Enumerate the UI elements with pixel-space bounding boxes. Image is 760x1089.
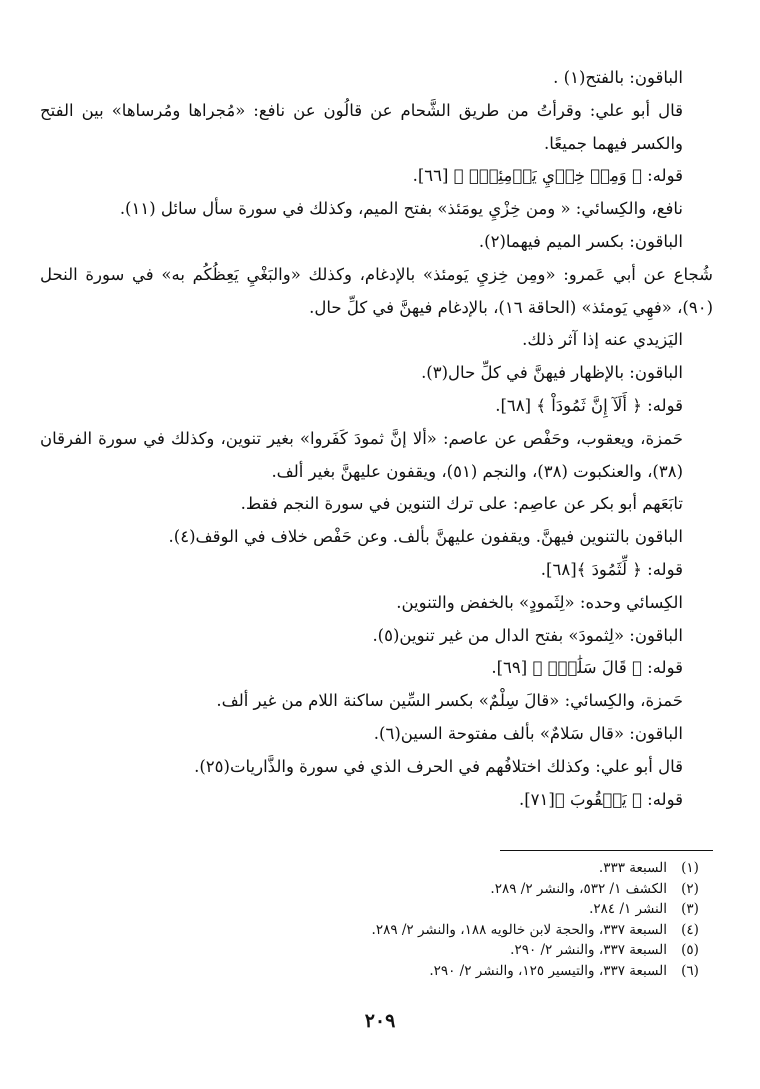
footnote-number: (٢) — [681, 880, 699, 897]
paragraph: الباقون: بالفتح(١) . — [553, 68, 683, 87]
paragraph: الباقون: بالإظهار فيهنَّ في كلِّ حال(٣). — [421, 363, 683, 383]
footnote-text: السبعة ٣٣٣. — [598, 860, 667, 876]
paragraph: نافع، والكِسائي: « ومن خِزْيِ يومَئذ» بفتح الميم، وكذلك في سورة سأل سائل (١١). — [119, 199, 683, 219]
paragraph: قال أبو علي: وقرأتُ من طريق الشَّحام عن قالُون عن نافع: «مُجراها ومُرساها» بين الفتح والكسر فيهما جميعًا. — [40, 100, 683, 153]
footnote-text: النشر ١/ ٢٨٤. — [589, 901, 667, 917]
footnote — [40, 899, 713, 920]
footnotes — [40, 858, 713, 981]
paragraph: الباقون بالتنوين فيهنَّ. ويقفون عليهنَّ بألف. وعن حَفْص خلاف في الوقف(٤). — [168, 527, 683, 547]
footnote-separator — [500, 850, 713, 851]
quran-verse-reference: قوله: ﴿ لِّثَمُودَ ﴾[٦٨]. — [540, 559, 683, 579]
quran-verse-reference: قوله: ﴿ وَمِنۡ خِزۡيِ يَوۡمِئِذٍۚ ﴾ [٦٦]. — [412, 166, 683, 186]
footnote-number: (٦) — [681, 962, 699, 979]
quran-verse-reference: قوله: ﴿ أَلَآ إِنَّ ثَمُودَاْ ﴾ [٦٨]. — [495, 395, 683, 415]
footnote-text: السبعة ٣٣٧، والنشر ٢/ ٢٩٠. — [510, 942, 667, 958]
paragraph: الباقون: بكسر الميم فيهما(٢). — [478, 231, 683, 251]
paragraph: الكِسائي وحده: «لِثَمودٍ» بالخفض والتنوين. — [396, 592, 683, 612]
paragraph: اليَزيدي عنه إذا آثر ذلك. — [522, 330, 683, 350]
footnote — [40, 920, 713, 941]
paragraph: شُجاع عن أبي عَمرو: «ومِن خِزيِ يَومئذ» بالإدغام، وكذلك «والبَغْيِ يَعِظُكُم به» في سورة النحل (٩٠)، «فهِي يَومئذ» (الحاقة ١٦)، بالإدغام فيهنَّ في كلِّ حال. — [40, 264, 713, 317]
paragraph: الباقون: «قال سَلامٌ» بألف مفتوحة السين(٦). — [373, 723, 683, 743]
body-text — [40, 62, 713, 816]
footnote-number: (٤) — [681, 921, 699, 938]
footnote — [40, 858, 713, 879]
paragraph: حَمزة، والكِسائي: «قالَ سِلْمٌ» بكسر السِّين ساكنة اللام من غير ألف. — [216, 691, 683, 711]
footnote — [40, 961, 713, 982]
footnote-number: (٥) — [681, 942, 699, 958]
paragraph: قال أبو علي: وكذلك اختلافُهم في الحرف الذي في سورة والذَّاريات(٢٥). — [194, 756, 683, 776]
footnote-text: السبعة ٣٣٧، والتيسير ١٢٥، والنشر ٢/ ٢٩٠. — [429, 962, 667, 979]
footnote-number: (١) — [681, 860, 699, 876]
footnote — [40, 879, 713, 900]
page-number: ٢٠٩ — [364, 1010, 396, 1032]
footnote-number: (٣) — [681, 901, 699, 917]
footnote — [40, 940, 713, 961]
quran-verse-reference: قوله: ﴿ يَعۡقُوبَ ﴾[٧١]. — [518, 789, 683, 809]
paragraph: حَمزة، ويعقوب، وحَفْص عن عاصم: «ألا إنَّ ثمودَ كَفَروا» بغير تنوين، وكذلك في سورة الفرقان (٣٨)، والعنكبوت (٣٨)، والنجم (٥١)، ويقفون عليهنَّ بغير ألف. — [40, 428, 683, 481]
paragraph: الباقون: «لِثمودَ» بفتح الدال من غير تنوين(٥). — [372, 625, 683, 645]
footnote-text: السبعة ٣٣٧، والحجة لابن خالويه ١٨٨، والنشر ٢/ ٢٨٩. — [371, 921, 667, 938]
quran-verse-reference: قوله: ﴿ قَالَ سَلَٰمٌۖ ﴾ [٦٩]. — [491, 658, 683, 678]
paragraph: تابَعَهم أبو بكر عن عاصِم: على ترك التنوين في سورة النجم فقط. — [240, 494, 683, 514]
footnote-text: الكشف ١/ ٥٣٢، والنشر ٢/ ٢٨٩. — [490, 880, 667, 897]
